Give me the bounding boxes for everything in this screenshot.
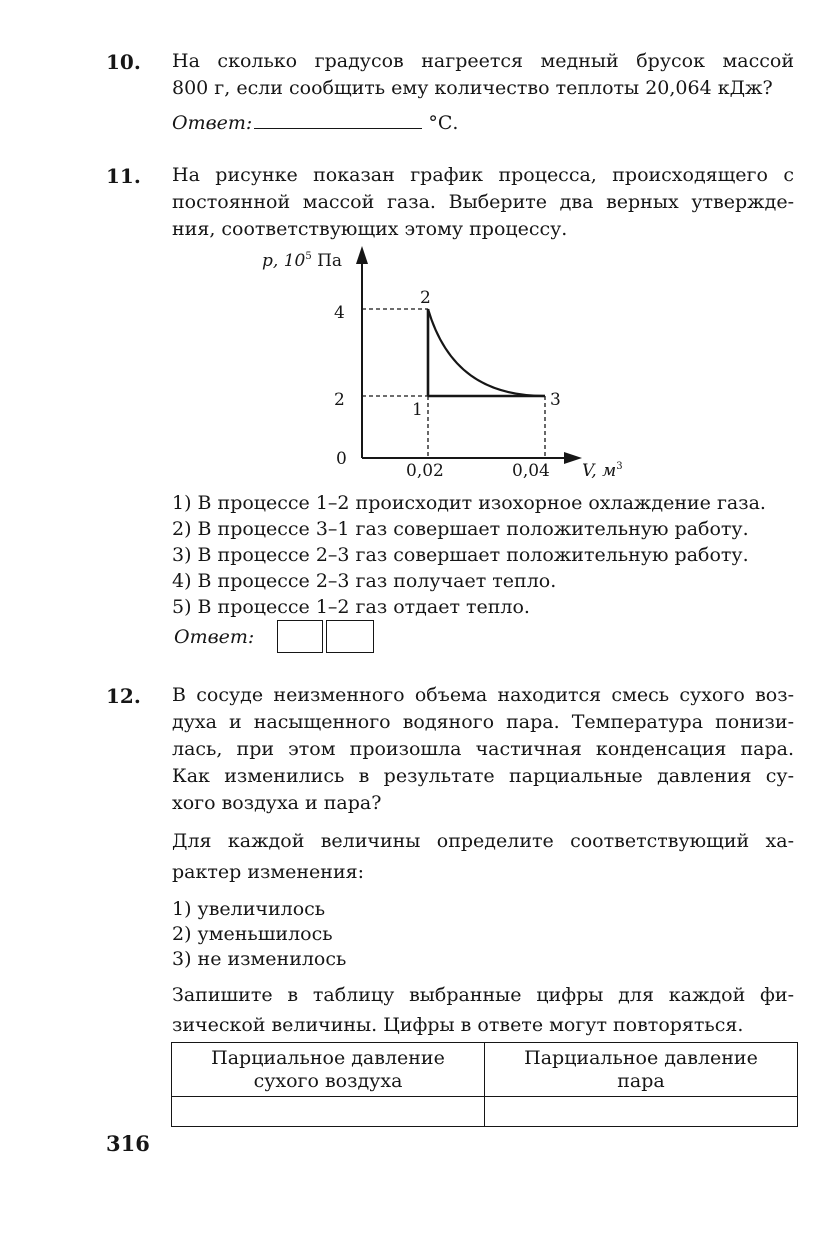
text-line: Запишите в таблицу выбранные цифры для каждой фи- xyxy=(172,984,794,1006)
answer-table xyxy=(171,1042,798,1127)
option-3: 3) В процессе 2–3 газ совершает положительную работу. xyxy=(172,544,749,566)
origin-label: 0 xyxy=(336,449,347,469)
answer-label: Ответ: xyxy=(172,112,253,134)
x-tick-label: 0,04 xyxy=(512,461,550,481)
table-header-row xyxy=(172,1043,798,1097)
header-line: пара xyxy=(617,1069,665,1092)
option-2: 2) В процессе 3–1 газ совершает положительную работу. xyxy=(172,518,749,540)
page-number: 316 xyxy=(106,1131,150,1156)
choice-3: 3) не изменилось xyxy=(172,948,347,970)
option-5: 5) В процессе 1–2 газ отдает тепло. xyxy=(172,596,530,618)
y-axis-label: p, $10^5$ Па xyxy=(262,251,343,271)
choice-2: 2) уменьшилось xyxy=(172,923,333,945)
answer-cell-2[interactable] xyxy=(326,620,374,653)
text-line: зической величины. Цифры в ответе могут повторяться. xyxy=(172,1014,744,1036)
option-4: 4) В процессе 2–3 газ получает тепло. xyxy=(172,570,557,592)
y-axis-arrow-icon xyxy=(356,246,368,264)
text-line: духа и насыщенного водяного пара. Температура понизи- xyxy=(172,711,794,733)
text-line: На сколько градусов нагреется медный брусок массой xyxy=(172,50,794,72)
question-number-10: 10. xyxy=(106,50,141,74)
table-header-cell xyxy=(172,1043,485,1097)
option-1: 1) В процессе 1–2 происходит изохорное охлаждение газа. xyxy=(172,492,766,514)
text-line: хого воздуха и пара? xyxy=(172,792,382,814)
y-tick-label: 2 xyxy=(334,390,345,410)
text-line: лась, при этом произошла частичная конденсация пара. xyxy=(172,738,794,760)
question-number-12: 12. xyxy=(106,684,141,708)
text-line: рактер изменения: xyxy=(172,861,364,883)
point-label-2: 2 xyxy=(420,288,431,308)
table-answer-cell[interactable] xyxy=(485,1097,798,1127)
question-12-text xyxy=(172,682,794,817)
answer-unit: °С. xyxy=(428,112,459,134)
x-axis-label: V, $м^3$ xyxy=(582,461,623,481)
text-line: 800 г, если сообщить ему количество теплоты 20,064 кДж? xyxy=(172,77,773,99)
point-label-3: 3 xyxy=(550,390,561,410)
header-line: Парциальное давление xyxy=(211,1046,445,1069)
answer-cell-1[interactable] xyxy=(277,620,323,653)
text-line: В сосуде неизменного объема находится смесь сухого воз- xyxy=(172,684,794,706)
question-number-11: 11. xyxy=(106,164,141,188)
table-instruction-text xyxy=(172,980,794,1040)
x-tick-label: 0,02 xyxy=(406,461,444,481)
text-line: Для каждой величины определите соответствующий ха- xyxy=(172,830,794,852)
answer-label: Ответ: xyxy=(174,626,255,648)
table-answer-row xyxy=(172,1097,798,1127)
instruction-text xyxy=(172,826,794,888)
table-header-cell xyxy=(485,1043,798,1097)
text-line: постоянной массой газа. Выберите два верных утвержде- xyxy=(172,191,794,213)
header-line: сухого воздуха xyxy=(253,1069,403,1092)
text-line: ния, соответствующих этому процессу. xyxy=(172,218,568,240)
text-line: На рисунке показан график процесса, происходящего с xyxy=(172,164,794,186)
process-2-3 xyxy=(428,309,545,396)
table-answer-cell[interactable] xyxy=(172,1097,485,1127)
x-axis-arrow-icon xyxy=(564,452,582,464)
y-tick-label: 4 xyxy=(334,303,345,323)
choice-1: 1) увеличилось xyxy=(172,898,326,920)
point-label-1: 1 xyxy=(412,400,423,420)
text-line: Как изменились в результате парциальные давления су- xyxy=(172,765,794,787)
header-line: Парциальное давление xyxy=(524,1046,758,1069)
